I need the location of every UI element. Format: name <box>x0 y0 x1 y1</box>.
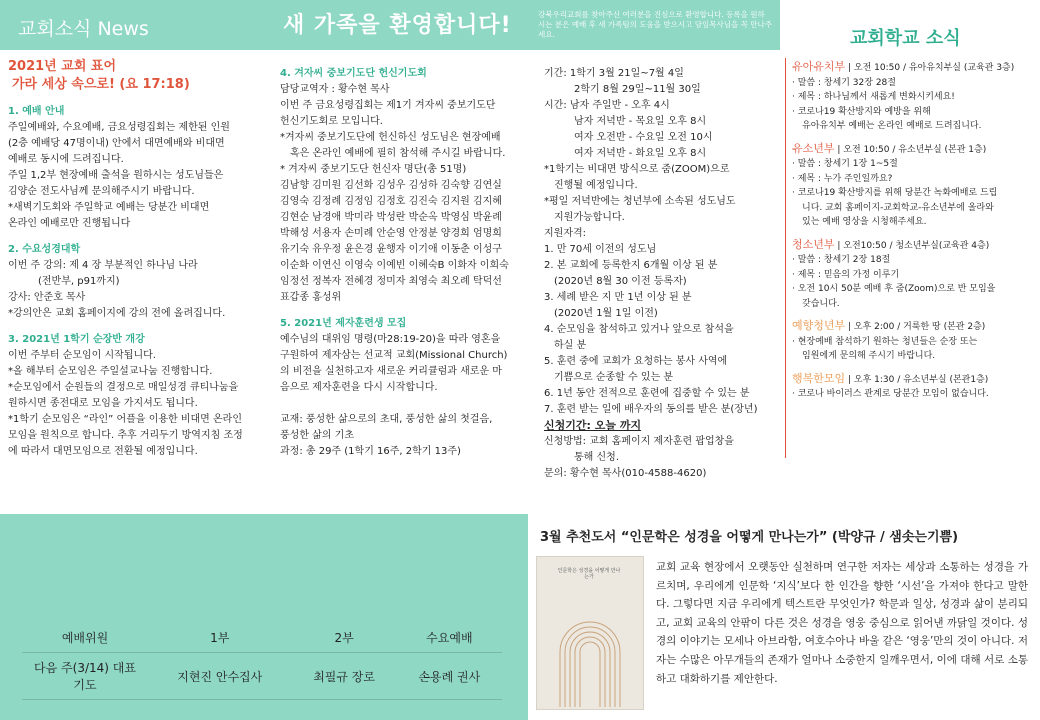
text-line: 여자 오전반 - 수요일 오전 10시 <box>574 132 713 143</box>
edu-group-name: 행복한모임 <box>792 371 846 385</box>
edu-group-header <box>792 372 1038 388</box>
table-cell: 최필규 장로 <box>292 653 397 700</box>
welcome-note: 강북우리교회를 찾아주신 여러분을 진심으로 환영합니다. 등록을 원하시는 분은 예배 후 새 가족팀의 도움을 받으시고 담임목사님을 꼭 만나주세요. <box>538 10 772 39</box>
text-line: 에 따라서 대면모임으로 전환될 예정입니다. <box>8 446 198 457</box>
edu-group-header <box>792 238 1038 254</box>
section-title: 1. 예배 안내 <box>8 106 65 117</box>
text-line: (2층 예배당 47명이내) 안에서 대면예배와 비대면 <box>8 138 225 149</box>
text-line: *겨자씨 중보기도단에 헌신하신 성도님은 현장예배 <box>280 132 501 143</box>
welcome-title: 새 가족을 환영합니다! <box>283 13 512 38</box>
text-line: · 제목 : 믿음의 가정 이루기 <box>792 269 900 280</box>
text-line: · 코로나19 확산방지를 위해 당분간 녹화예배로 드립 <box>792 188 998 198</box>
text-line: *1학기 순모임은 “라인” 어플을 이용한 비대면 온라인 <box>8 414 242 425</box>
text-line: 기쁨으로 순종할 수 있는 분 <box>554 372 673 383</box>
text-line: 이번 주부터 순모임이 시작됩니다. <box>8 350 156 361</box>
text-line: 유아유치부 예배는 온라인 예배로 드려집니다. <box>802 121 982 131</box>
edu-divider <box>785 58 786 458</box>
recommend-body: 교회 교육 현장에서 오랫동안 실천하며 연구한 저자는 세상과 소통하는 성경을 가르치며, 우리에게 인문학 ‘지식’보다 한 인간을 향한 ‘시선’을 가져야 한다고 말한다. 그렇다면 지금 우리에게 텍스트란 무엇인가? 학문과 일상, 성경과 삶이 분리되고, 교회 교육의 안팎이 다른 것은 성경을 영웅 중심으로 읽어낸 까닭일 것이다. 성경의 이야기는 모세나 아브라함, 여호수아나 바울 같은 ‘영웅’만의 것이 아니다. 저자는 수많은 아무개들의 존재가 얼마나 소중한지 일깨우면서, 이에 대해 서로 소통하고 대화하기를 제안한다. <box>656 561 1028 685</box>
text-line: 시간: 남자 주일반 - 오후 4시 <box>544 100 670 111</box>
section-body <box>544 434 782 482</box>
text-line: *강의안은 교회 홈페이지에 강의 전에 올려집니다. <box>8 308 226 319</box>
section-body <box>8 348 266 460</box>
text-line: 이순화 이연신 이영숙 이예빈 이혜숙B 이화자 이희숙 <box>280 260 509 271</box>
table-cell: 지현진 안수집사 <box>148 653 292 700</box>
section-title: 4. 겨자씨 중보기도단 헌신기도회 <box>280 68 427 79</box>
text-line: · 제목 : 하나님께서 새롭게 변화시키세요! <box>792 92 955 102</box>
section-body <box>8 258 266 322</box>
edu-group-name: 유아유치부 <box>792 60 846 73</box>
edu-group-header <box>792 60 1038 76</box>
text-line: 임정선 정복자 전혜경 정미자 최영숙 최오례 탁덕선 <box>280 276 502 287</box>
text-line: 음으로 제자훈련을 다시 시작합니다. <box>280 382 438 393</box>
text-line: · 코로나19 확산방지와 예방을 위해 <box>792 106 931 117</box>
section-title: 5. 2021년 제자훈련생 모집 <box>280 318 407 329</box>
news-column-1 <box>8 58 266 460</box>
text-line: 담당교역자 : 황수현 목사 <box>280 84 390 95</box>
text-line: 니다. 교회 홈페이지-교회학교-유소년부에 올라와 <box>802 202 994 213</box>
edu-group-name: 유소년부 <box>792 141 835 155</box>
text-line: · 오전 10시 50분 예배 후 줌(Zoom)으로 반 모임을 <box>792 284 996 294</box>
text-line: 4. 순모임을 참석하고 있거나 앞으로 참석을 <box>544 324 734 335</box>
text-line: (2020년 8월 30 이전 등록자) <box>554 276 687 287</box>
text-line: 예배로 동시에 드려집니다. <box>8 154 124 165</box>
text-line: 표갑종 홍성위 <box>280 292 342 303</box>
text-line: 2. 본 교회에 등록한지 6개월 이상 된 분 <box>544 260 718 271</box>
table-header: 예배위원 <box>22 622 148 653</box>
section-title: 2. 수요성경대학 <box>8 244 81 255</box>
text-line: · 말씀 : 창세기 32장 28절 <box>792 77 896 88</box>
text-line: * 겨자씨 중보기도단 헌신자 명단(총 51명) <box>280 164 467 175</box>
table-header: 수요예배 <box>397 622 502 653</box>
text-line: 남자 저녁반 - 목요일 오후 8시 <box>574 116 707 127</box>
edu-group-info: | 오전10:50 / 청소년부실(교육관 4층) <box>834 240 990 251</box>
edu-title: 교회학교 소식 <box>850 28 961 49</box>
text-line: 1. 만 70세 이전의 성도님 <box>544 244 657 255</box>
edu-column <box>792 60 1038 402</box>
text-line: 박해성 서용자 손미례 안순영 안정분 양경희 엄명희 <box>280 228 502 239</box>
text-line: *순모임에서 순원들의 결정으로 매일성경 큐티나눔을 <box>8 382 239 393</box>
text-line: (전반부, p91까지) <box>38 276 120 287</box>
text-line: 김남향 김미원 김선화 김성우 김성하 김숙향 김연실 <box>280 180 502 191</box>
edu-group-header <box>792 142 1038 158</box>
text-line: 김현순 남경애 박미라 박성란 박순옥 박영심 박윤례 <box>280 212 502 223</box>
text-line: 김양순 전도사님께 문의해주시기 바랍니다. <box>8 186 195 197</box>
text-line: · 현장예배 참석하기 원하는 청년들은 순장 또는 <box>792 336 978 347</box>
text-line: *1학기는 비대면 방식으로 줌(ZOOM)으로 <box>544 164 730 175</box>
text-line: 주일예배와, 수요예배, 금요성령집회는 제한된 인원 <box>8 122 230 133</box>
text-line: 강사: 안준호 목사 <box>8 292 86 303</box>
text-line: 7. 훈련 받는 일에 배우자의 동의를 받은 분(장년) <box>544 404 758 415</box>
text-line: 기간: 1학기 3월 21일~7월 4일 <box>544 68 684 79</box>
section-body <box>280 332 530 460</box>
text-line: 문의: 황수현 목사(010-4588-4620) <box>544 468 707 479</box>
text-line <box>280 396 530 412</box>
table-cell: 손용례 권사 <box>397 653 502 700</box>
text-line: 과정: 총 29주 (1학기 16주, 2학기 13주) <box>280 446 461 457</box>
section-body <box>8 120 266 232</box>
text-line: 교재: 풍성한 삶으로의 초대, 풍성한 삶의 첫걸음, <box>280 414 493 425</box>
section-body <box>280 82 530 306</box>
text-line: · 말씀 : 창세기 2장 18절 <box>792 255 891 265</box>
text-line: 헌신기도회로 모입니다. <box>280 116 383 127</box>
edu-group-header <box>792 319 1038 335</box>
table-header: 2부 <box>292 622 397 653</box>
table-cell: 다음 주(3/14) 대표기도 <box>22 653 148 700</box>
text-line: 구원하여 제자삼는 선교적 교회(Missional Church) <box>280 350 508 361</box>
text-line: *평일 저녁반에는 청년부에 소속된 성도님도 <box>544 196 736 207</box>
edu-group-info: | 오전 10:50 / 유아유치부실 (교육관 3층) <box>845 63 1015 73</box>
text-line: 의 비전을 실천하고자 새로운 커리큘럼과 새로운 마 <box>280 366 502 377</box>
text-line: 2학기 8월 29일~11월 30일 <box>574 84 701 95</box>
text-line: · 제목 : 누가 주인일까요? <box>792 173 893 184</box>
text-line: 여자 저녁반 - 화요일 오후 8시 <box>574 148 707 159</box>
text-line: · 말씀 : 창세기 1장 1~5절 <box>792 159 898 169</box>
text-line: 6. 1년 동안 전적으로 훈련에 집중할 수 있는 분 <box>544 388 750 399</box>
text-line: 5. 훈련 중에 교회가 요청하는 봉사 사역에 <box>544 356 728 367</box>
text-line: *새벽기도회와 주일학교 예배는 당분간 비대면 <box>8 202 210 213</box>
news-column-2 <box>280 66 530 460</box>
edu-group-name: 예향청년부 <box>792 319 846 332</box>
text-line: 지원자격: <box>544 228 587 239</box>
text-line: 원하시면 종전대로 모임을 가지셔도 됩니다. <box>8 398 198 409</box>
section-body <box>544 66 782 418</box>
text-line: (2020년 1월 1일 이전) <box>554 308 658 319</box>
text-line: · 코로나 바이러스 관계로 당분간 모임이 없습니다. <box>792 389 989 399</box>
text-line: 하실 분 <box>554 340 587 351</box>
text-line: 온라인 예배로만 진행됩니다 <box>8 218 131 229</box>
text-line: *올 해부터 순모임은 주일설교나눔 진행합니다. <box>8 366 213 377</box>
text-line: 예수님의 대위임 명령(마28:19-20)을 따라 영혼을 <box>280 334 501 345</box>
edu-group-name: 청소년부 <box>792 237 835 251</box>
edu-group-info: | 오후 1:30 / 유소년부실 (본관1층) <box>845 374 989 385</box>
text-line: 3. 세례 받은 지 만 1년 이상 된 분 <box>544 292 692 303</box>
text-line: 이번 주 금요성령집회는 제1기 겨자씨 중보기도단 <box>280 100 496 111</box>
text-line: 주일 1,2부 현장예배 출석을 원하시는 성도님들은 <box>8 170 224 181</box>
text-line: 임원에게 문의해 주시기 바랍니다. <box>802 351 936 361</box>
apply-period: 신청기간: 오늘 까지 <box>544 419 642 432</box>
news-title: 교회소식 News <box>18 18 149 40</box>
news-column-3 <box>544 66 782 482</box>
edu-group-info: | 오후 2:00 / 거룩한 땅 (본관 2층) <box>845 322 986 332</box>
text-line: 김영숙 김정례 김정임 김정호 김진숙 김지원 김지혜 <box>280 196 502 207</box>
text-line: 유기숙 유우정 윤은경 윤행자 이기애 이동춘 이성구 <box>280 244 502 255</box>
table-row <box>22 653 502 700</box>
motto-year: 2021년 교회 표어 <box>8 59 117 74</box>
text-line: 진행될 예정입니다. <box>554 180 638 191</box>
text-line: 모임을 원칙으로 합니다. 추후 거리두기 방역지침 조정 <box>8 430 243 441</box>
motto: 가라 세상 속으로! (요 17:18) <box>12 77 190 92</box>
text-line: 있는 예배 영상을 시청해주세요. <box>802 217 927 227</box>
text-line: 신청방법: 교회 홈페이지 제자훈련 팝업창을 <box>544 436 734 447</box>
book-cover-title: 인문학은 성경을 어떻게 만나는가 <box>557 568 621 580</box>
section-title: 3. 2021년 1학기 순장반 개강 <box>8 334 145 345</box>
table-header: 1부 <box>148 622 292 653</box>
text-line: 혹은 온라인 예배에 필히 참석해 주시길 바랍니다. <box>290 148 506 159</box>
recommend-title: 3월 추천도서 “인문학은 성경을 어떻게 만나는가” (박양규 / 샘솟는기쁨) <box>540 530 959 545</box>
text-line: 풍성한 삶의 기초 <box>280 430 354 441</box>
text-line: 이번 주 강의: 제 4 장 부분적인 하나님 나라 <box>8 260 198 271</box>
table-row <box>22 622 502 653</box>
edu-group-info: | 오전 10:50 / 유소년부실 (본관 1층) <box>834 144 987 155</box>
text-line: 지원가능합니다. <box>554 212 625 223</box>
committee-table <box>22 622 502 700</box>
text-line: 갖습니다. <box>802 298 840 309</box>
text-line: 통해 신청. <box>574 452 619 463</box>
